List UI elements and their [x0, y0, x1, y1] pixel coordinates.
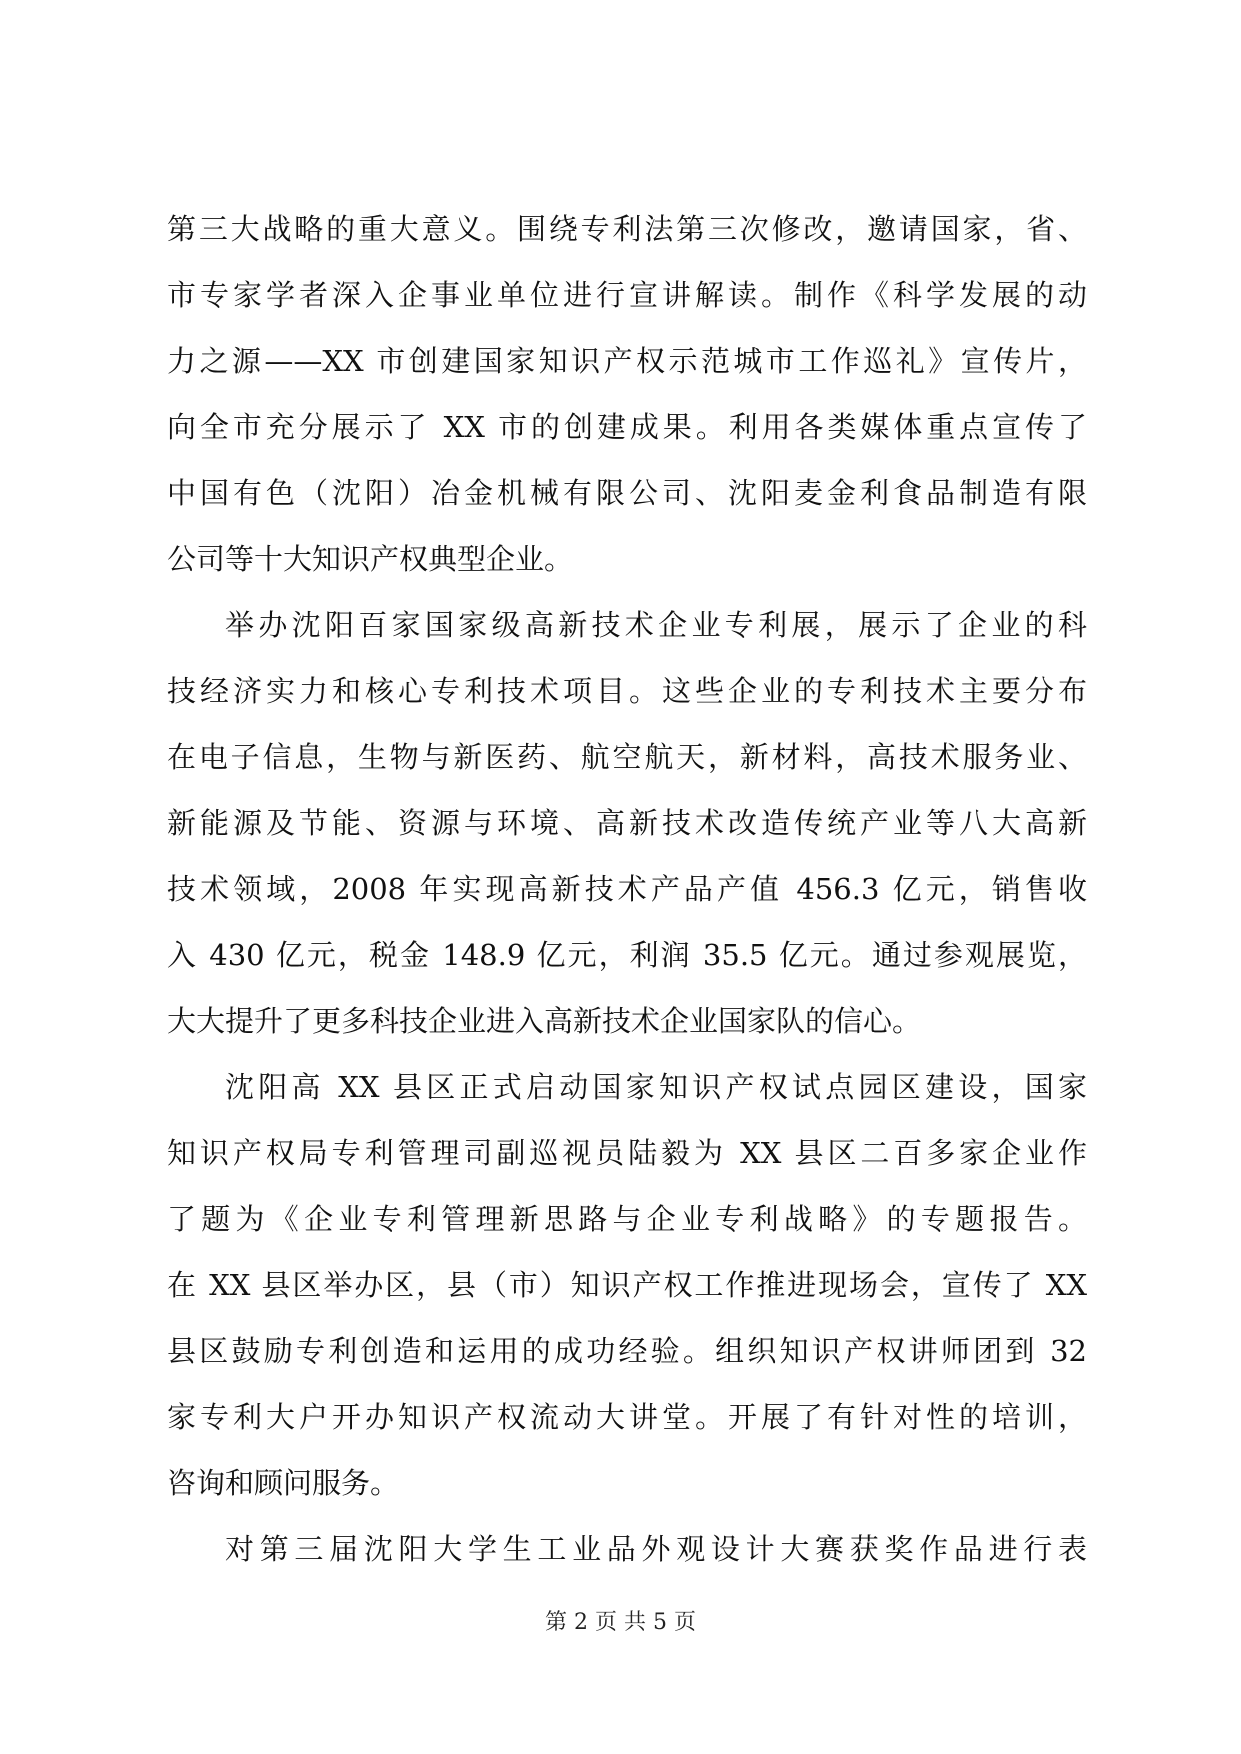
text-line: 在电子信息，生物与新医药、航空航天，新材料，高技术服务业、: [167, 740, 1087, 774]
text-line: 县区鼓励专利创造和运用的成功经验。组织知识产权讲师团到 32: [167, 1334, 1087, 1368]
text-line: 了题为《企业专利管理新思路与企业专利战略》的专题报告。: [167, 1202, 1087, 1236]
text-line: 咨询和顾问服务。: [167, 1466, 400, 1500]
text-line: 力之源——XX 市创建国家知识产权示范城市工作巡礼》宣传片，: [167, 344, 1087, 378]
text-line: 知识产权局专利管理司副巡视员陆毅为 XX 县区二百多家企业作: [167, 1136, 1087, 1170]
text-line: 市专家学者深入企事业单位进行宣讲解读。制作《科学发展的动: [167, 278, 1087, 312]
text-line: 技经济实力和核心专利技术项目。这些企业的专利技术主要分布: [167, 674, 1087, 708]
text-line: 技术领域，2008 年实现高新技术产品产值 456.3 亿元，销售收: [167, 872, 1087, 906]
text-line: 公司等十大知识产权典型企业。: [167, 542, 574, 576]
text-line: 向全市充分展示了 XX 市的创建成果。利用各类媒体重点宣传了: [167, 410, 1087, 444]
paragraph-first-line: 举办沈阳百家国家级高新技术企业专利展，展示了企业的科: [225, 608, 1087, 642]
text-line: 在 XX 县区举办区，县（市）知识产权工作推进现场会，宣传了 XX: [167, 1268, 1087, 1302]
text-line: 大大提升了更多科技企业进入高新技术企业国家队的信心。: [167, 1004, 922, 1038]
paragraph-first-line: 对第三届沈阳大学生工业品外观设计大赛获奖作品进行表: [225, 1532, 1087, 1566]
text-line: 中国有色（沈阳）冶金机械有限公司、沈阳麦金利食品制造有限: [167, 476, 1087, 510]
page-footer: 第 2 页 共 5 页: [545, 1610, 696, 1635]
document-body: [167, 196, 1087, 1582]
text-line: 第三大战略的重大意义。围绕专利法第三次修改，邀请国家，省、: [167, 212, 1087, 246]
text-line: 入 430 亿元，税金 148.9 亿元，利润 35.5 亿元。通过参观展览，: [167, 938, 1087, 972]
text-line: 新能源及节能、资源与环境、高新技术改造传统产业等八大高新: [167, 806, 1087, 840]
text-line: 家专利大户开办知识产权流动大讲堂。开展了有针对性的培训，: [167, 1400, 1087, 1434]
paragraph-first-line: 沈阳高 XX 县区正式启动国家知识产权试点园区建设，国家: [225, 1070, 1087, 1104]
